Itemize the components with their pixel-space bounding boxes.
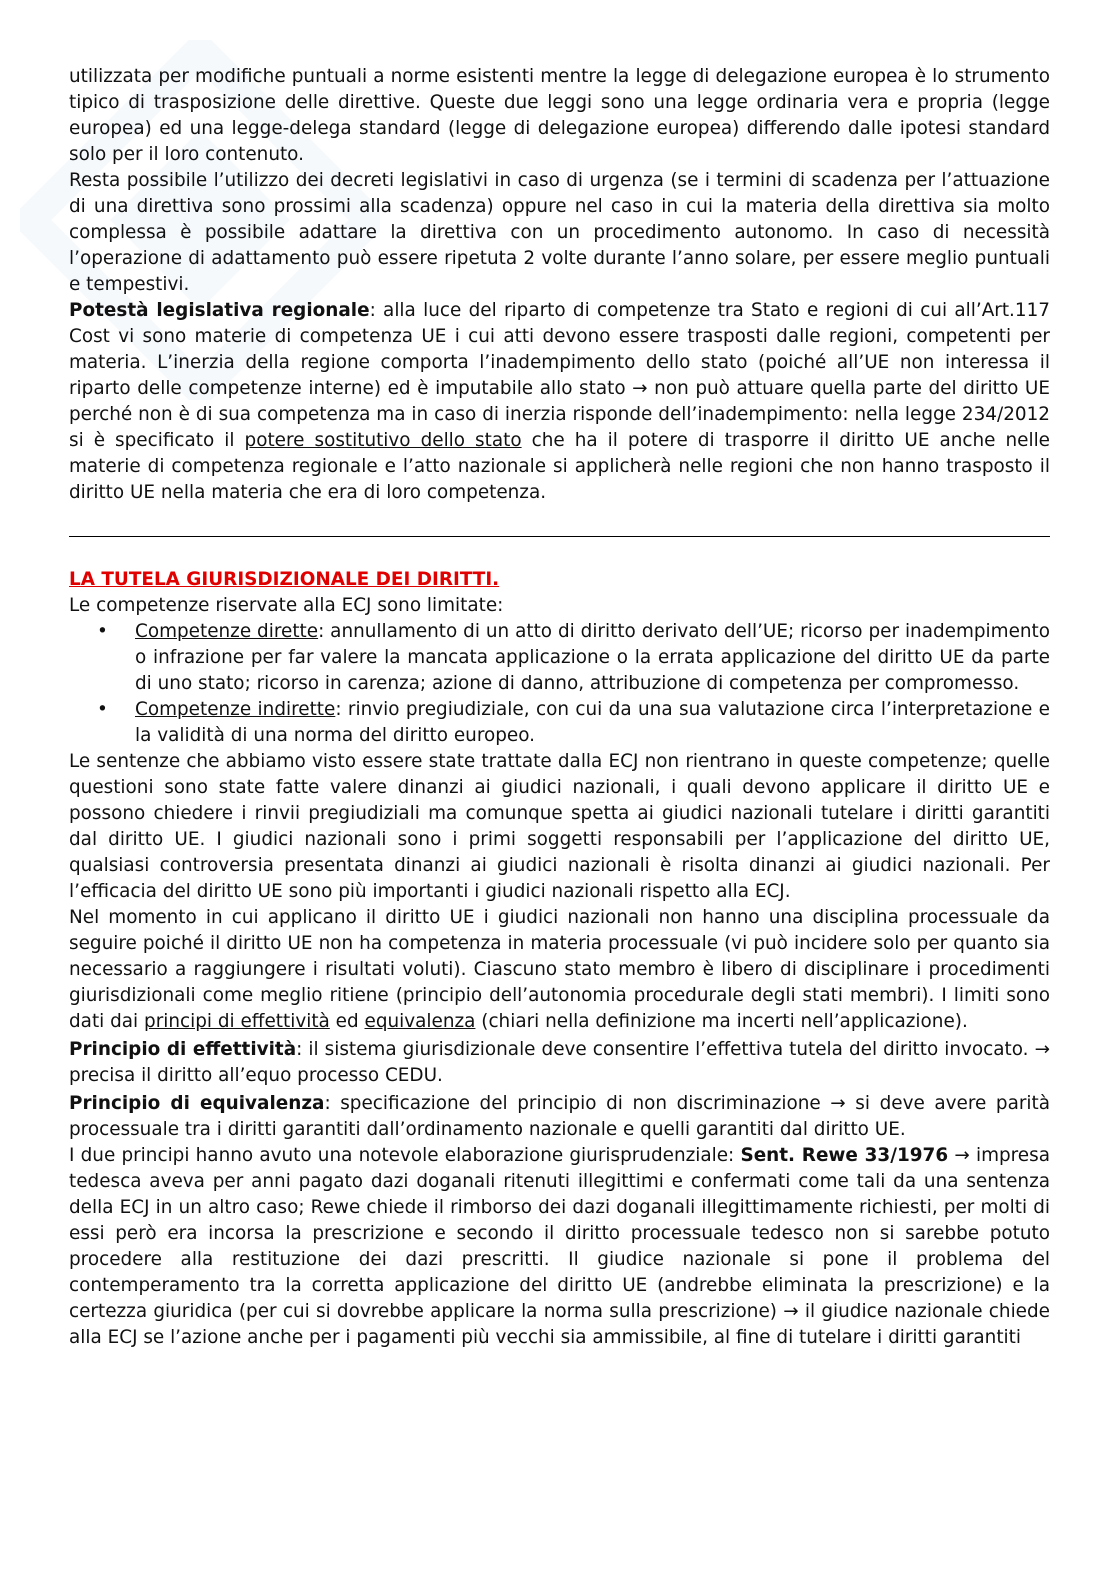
underlined-potere-sostitutivo: potere sostitutivo dello stato [244, 430, 522, 451]
arrow-icon: → [632, 378, 648, 399]
term-principio-equivalenza: Principio di equivalenza [69, 1093, 325, 1114]
paragraph-autonomia-procedurale: Nel momento in cui applicano il diritto UE i giudici nazionali non hanno una disciplina processuale da seguire poiché il diritto UE non ha competenza in materia processuale (vi può incidere solo per quanto sia necessario a raggiungere i risultati voluti). Ciascuno stato membro è libero di disciplinare i procedimenti giurisdizionali come meglio ritiene (principio dell’autonomia procedurale degli stati membri). I limiti sono dati dai principi di effettività ed equivalenza (chiari nella definizione ma incerti nell’applicazione). [69, 907, 1050, 1032]
term-sent-rewe: Sent. Rewe 33/1976 [740, 1145, 949, 1166]
section-divider [69, 536, 1050, 537]
underlined-principi-effettivita: principi di effettività [144, 1011, 330, 1032]
arrow-icon: → [830, 1093, 846, 1114]
paragraph-principio-equivalenza: Principio di equivalenza: specificazione del principio di non discriminazione → si deve avere parità processuale tra i diritti garantiti dall’ordinamento nazionale e quelli garantiti dal diritto UE. [69, 1093, 1050, 1140]
list-item-competenze-indirette: • Competenze indirette: rinvio pregiudiziale, con cui da una sua valutazione circa l’interpretazione e la validità di una norma del diritto europeo. [135, 697, 1050, 749]
underlined-equivalenza: equivalenza [364, 1011, 476, 1032]
paragraph-giudici-nazionali: Le sentenze che abbiamo visto essere state trattate dalla ECJ non rientrano in queste competenze; quelle questioni sono state fatte valere dinanzi ai giudici nazionali, i quali devono applicare il diritto UE e possono chiedere i rinvii pregiudiziali ma comunque spetta ai giudici nazionali tutelare i diritti garantiti dal diritto UE. I giudici nazionali sono i primi soggetti responsabili per l’applicazione del diritto UE, qualsiasi controversia presentata dinanzi ai giudici nazionali è risolta dinanzi ai giudici nazionali. Per l’efficacia del diritto UE sono più importanti i giudici nazionali rispetto alla ECJ. [69, 751, 1050, 902]
paragraph-principio-effettivita: Principio di effettività: il sistema giurisdizionale deve consentire l’effettiva tutela del diritto invocato. → precisa il diritto all’equo processo CEDU. [69, 1039, 1050, 1086]
list-item-label: Competenze indirette [135, 699, 336, 720]
competence-list [69, 619, 1050, 749]
arrow-icon: → [783, 1301, 799, 1322]
paragraph-legge-europea: utilizzata per modifiche puntuali a norme esistenti mentre la legge di delegazione europea è lo strumento tipico di trasposizione delle direttive. Queste due leggi sono una legge ordinaria vera e propria (legge europea) ed una legge-delega standard (legge di delegazione europea) differendo dalle ipotesi standard solo per il loro contenuto. [69, 66, 1050, 165]
term-potesta-legislativa-regionale: Potestà legislativa regionale [69, 300, 370, 321]
list-item-label: Competenze dirette [135, 621, 319, 642]
document-page [69, 64, 1050, 1351]
term-principio-effettivita: Principio di effettività [69, 1039, 297, 1060]
section-heading: LA TUTELA GIURISDIZIONALE DEI DIRITTI. [69, 569, 500, 590]
paragraph-sent-rewe: I due principi hanno avuto una notevole elaborazione giurisprudenziale: Sent. Rewe 33/1976 → impresa tedesca aveva per anni pagato dazi doganali ritenuti illegittimi e confermati come tali da una sentenza della ECJ in un altro caso; Rewe chiede il rimborso dei dazi doganali illegittimamente richiesti, per molti di essi però era incorsa la prescrizione e secondo il diritto processuale tedesco non si sarebbe potuto procedere alla restituzione dei dazi prescritti. Il giudice nazionale si pone il problema del contemperamento tra la corretta applicazione del diritto UE (andrebbe eliminata la prescrizione) e la certezza giuridica (per cui si dovrebbe applicare la norma sulla prescrizione) → il giudice nazionale chiede alla ECJ se l’azione anche per i pagamenti più vecchi sia ammissibile, al fine di tutelare i diritti garantiti [69, 1145, 1050, 1348]
arrow-icon: → [1034, 1039, 1050, 1060]
intro-text: Le competenze riservate alla ECJ sono limitate: [69, 595, 504, 616]
paragraph-decreti-legislativi: Resta possibile l’utilizzo dei decreti legislativi in caso di urgenza (se i termini di scadenza per l’attuazione di una direttiva sono prossimi alla scadenza) oppure nel caso in cui la materia della direttiva sia molto complessa è possibile adattare la direttiva con un procedimento autonomo. In caso di necessità l’operazione di adattamento può essere ripetuta 2 volte durante l’anno solare, per essere meglio puntuali e tempestivi. [69, 170, 1050, 295]
paragraph-potesta-regionale: Potestà legislativa regionale: alla luce del riparto di competenze tra Stato e regioni di cui all’Art.117 Cost vi sono materie di competenza UE i cui atti devono essere trasposti dalle regioni, competenti per materia. L’inerzia della regione comporta l’inadempimento dello stato (poiché all’UE non interessa il riparto delle competenze interne) ed è imputabile allo stato → non può attuare quella parte del diritto UE perché non è di sua competenza ma in caso di inerzia risponde dell’inadempimento: nella legge 234/2012 si è specificato il potere sostitutivo dello stato che ha il potere di trasporre il diritto UE anche nelle materie di competenza regionale e l’atto nazionale si applicherà nelle regioni che non hanno trasposto il diritto UE nella materia che era di loro competenza. [69, 300, 1051, 503]
arrow-icon: → [954, 1145, 970, 1166]
list-item-competenze-dirette: • Competenze dirette: annullamento di un atto di diritto derivato dell’UE; ricorso per inadempimento o infrazione per far valere la mancata applicazione o la errata applicazione del diritto UE da parte di uno stato; ricorso in carenza; azione di danno, attribuzione di competenza per compromesso. [135, 619, 1050, 697]
